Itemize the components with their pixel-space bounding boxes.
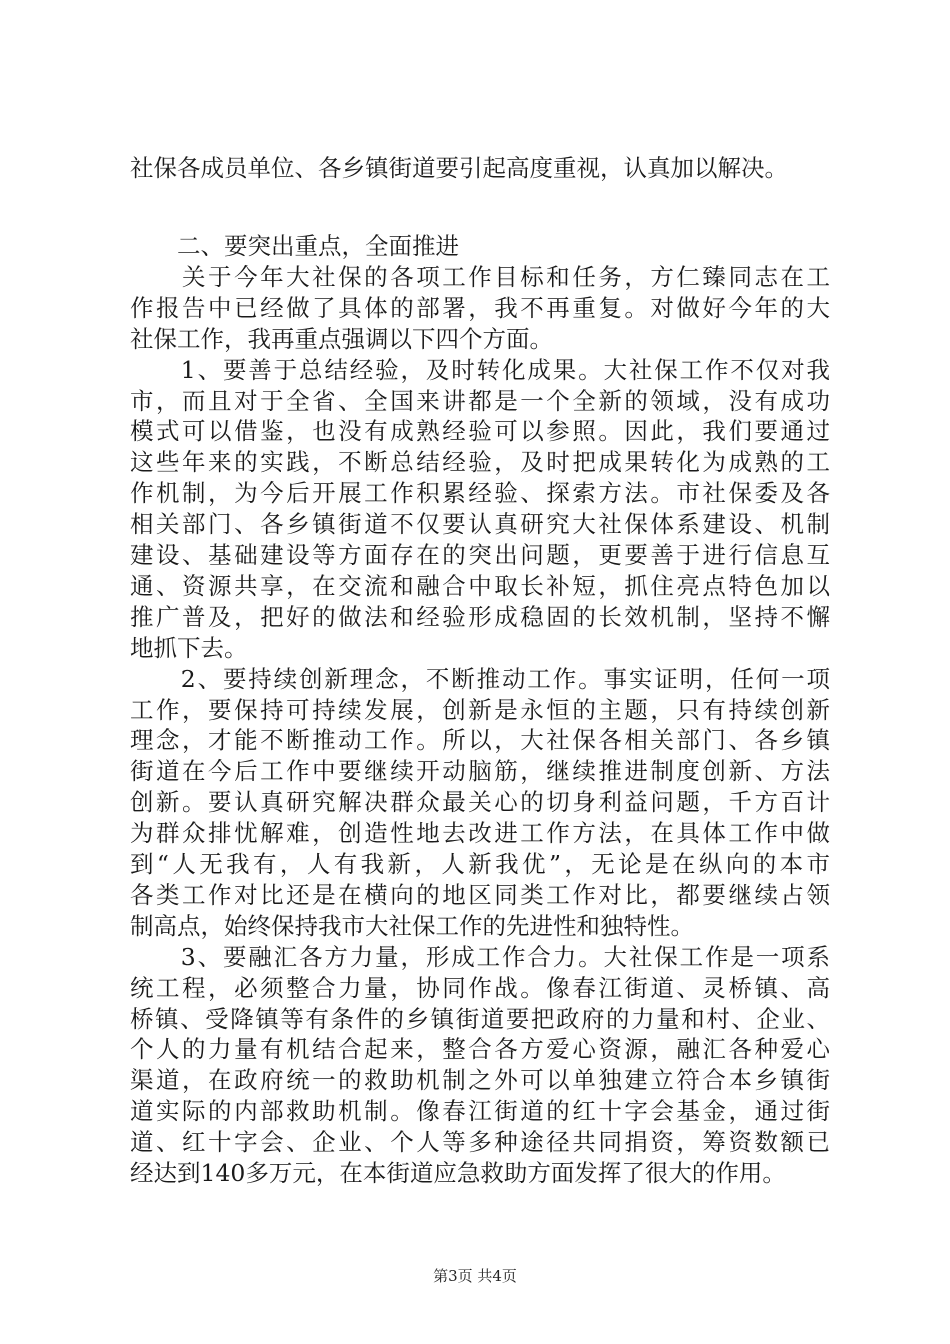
text-line: 道、红十字会、企业、个人等多种途径共同捐资，筹资数额已 <box>130 1128 830 1157</box>
text-line: 理念，才能不断推动工作。所以，大社保各相关部门、各乡镇 <box>130 726 830 755</box>
text-line: 关于今年大社保的各项工作目标和任务，方仁臻同志在工 <box>130 262 830 291</box>
text-line: 相关部门、各乡镇街道不仅要认真研究大社保体系建设、机制 <box>130 510 830 539</box>
text-line: 作机制，为今后开展工作积累经验、探索方法。市社保委及各 <box>130 479 830 508</box>
text-line: 2、要持续创新理念，不断推动工作。事实证明，任何一项 <box>130 664 830 693</box>
text-line: 道实际的内部救助机制。像春江街道的红十字会基金，通过街 <box>130 1097 830 1126</box>
text-line: 到“人无我有，人有我新，人新我优”，无论是在纵向的本市 <box>130 850 830 878</box>
text-line: 社保各成员单位、各乡镇街道要引起高度重视，认真加以解决。 <box>130 154 788 182</box>
text-line: 经达到140多万元，在本街道应急救助方面发挥了很大的作用。 <box>130 1159 786 1187</box>
text-line: 3、要融汇各方力量，形成工作合力。大社保工作是一项系 <box>130 942 830 971</box>
text-line: 1、要善于总结经验，及时转化成果。大社保工作不仅对我 <box>130 355 830 384</box>
text-line: 模式可以借鉴，也没有成熟经验可以参照。因此，我们要通过 <box>130 417 830 446</box>
text-line: 桥镇、受降镇等有条件的乡镇街道要把政府的力量和村、企业、 <box>130 1004 830 1033</box>
text-line: 个人的力量有机结合起来，整合各方爱心资源，融汇各种爱心 <box>130 1035 830 1064</box>
text-line: 作报告中已经做了具体的部署，我不再重复。对做好今年的大 <box>130 293 830 322</box>
text-line: 地抓下去。 <box>130 633 248 662</box>
text-line: 制高点，始终保持我市大社保工作的先进性和独特性。 <box>130 911 694 940</box>
text-line: 街道在今后工作中要继续开动脑筋，继续推进制度创新、方法 <box>130 757 830 786</box>
text-line: 推广普及，把好的做法和经验形成稳固的长效机制，坚持不懈 <box>130 602 830 631</box>
page-footer: 第3页 共4页 <box>433 1267 517 1285</box>
text-line: 市，而且对于全省、全国来讲都是一个全新的领域，没有成功 <box>130 386 830 415</box>
text-line: 通、资源共享，在交流和融合中取长补短，抓住亮点特色加以 <box>130 571 830 600</box>
text-line: 这些年来的实践，不断总结经验，及时把成果转化为成熟的工 <box>130 448 830 477</box>
text-line: 渠道，在政府统一的救助机制之外可以单独建立符合本乡镇街 <box>130 1066 830 1095</box>
text-line: 建设、基础建设等方面存在的突出问题，更要善于进行信息互 <box>130 541 830 569</box>
text-line: 工作，要保持可持续发展，创新是永恒的主题，只有持续创新 <box>130 695 830 724</box>
text-line: 各类工作对比还是在横向的地区同类工作对比，都要继续占领 <box>130 880 830 909</box>
text-line: 二、要突出重点，全面推进 <box>130 232 459 260</box>
text-line: 为群众排忧解难，创造性地去改进工作方法，在具体工作中做 <box>130 819 830 848</box>
text-line: 统工程，必须整合力量，协同作战。像春江街道、灵桥镇、高 <box>130 973 830 1002</box>
text-line: 社保工作，我再重点强调以下四个方面。 <box>130 324 553 353</box>
text-line: 创新。要认真研究解决群众最关心的切身利益问题，千方百计 <box>130 788 830 817</box>
